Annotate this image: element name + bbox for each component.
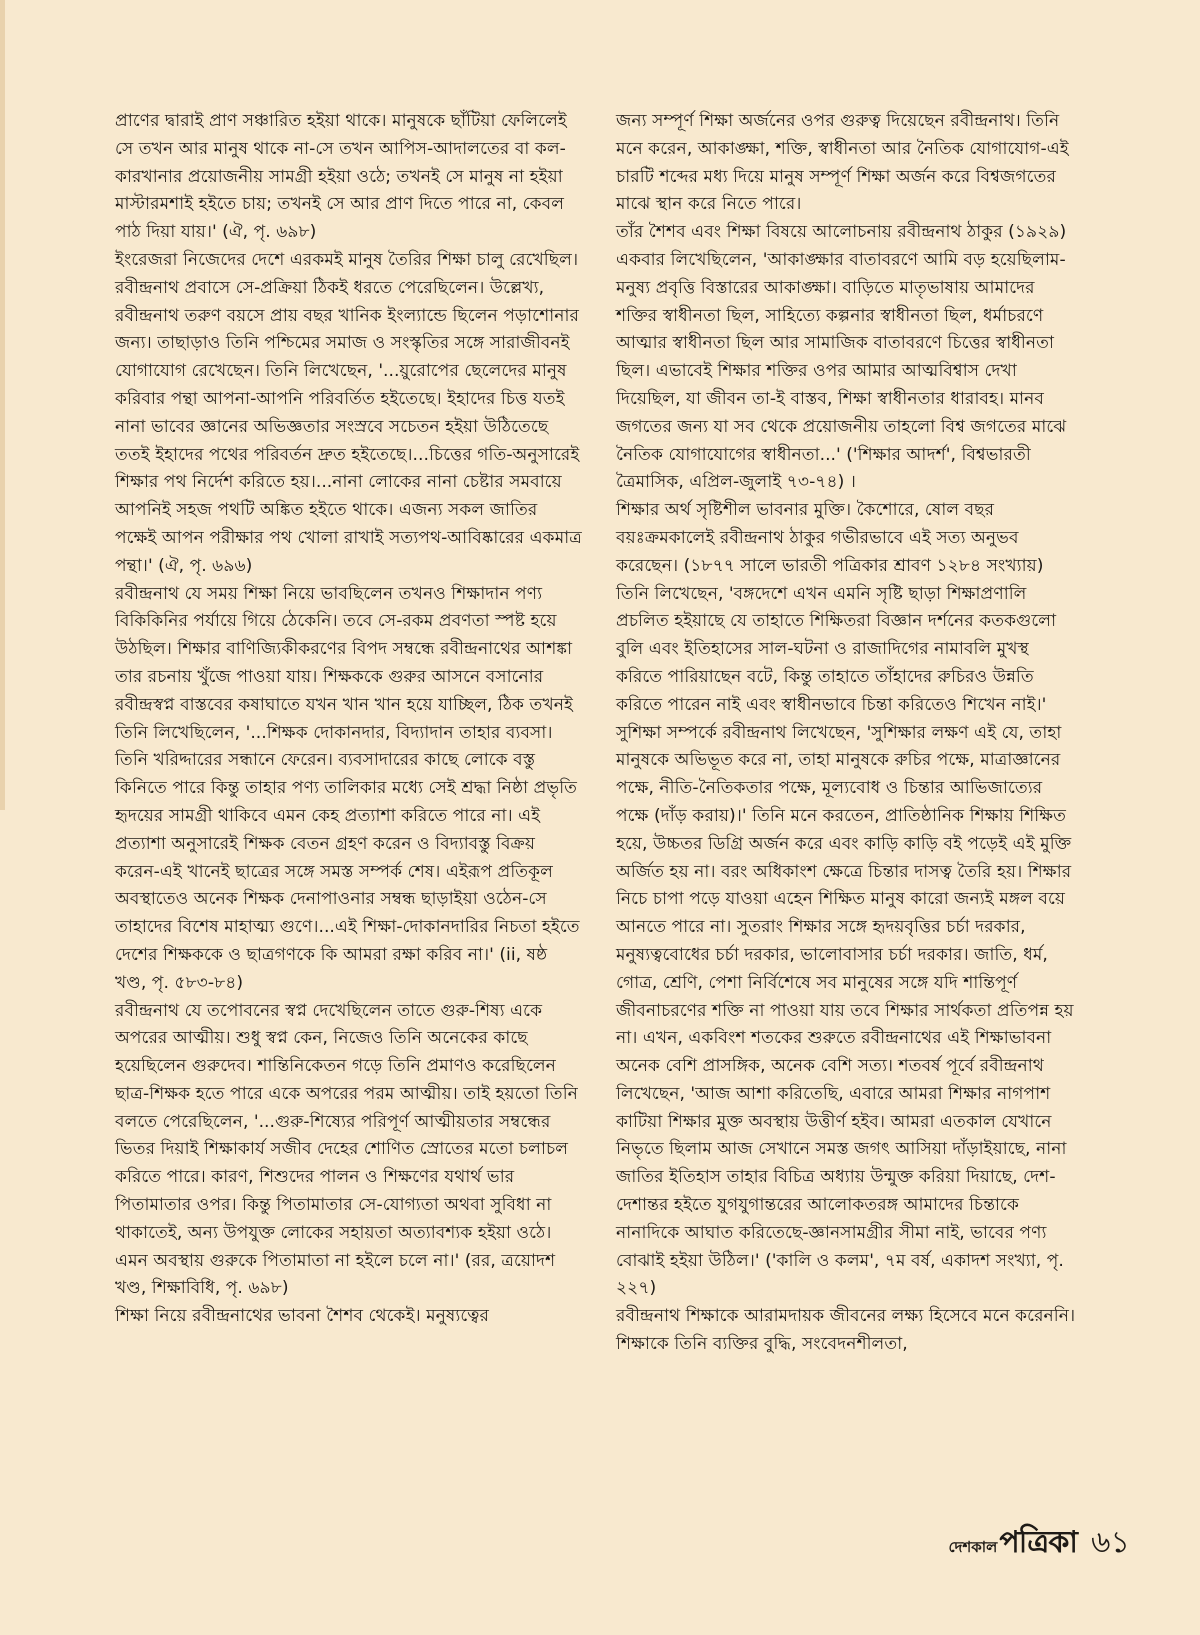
masthead-big-text: পত্রিকা	[999, 1524, 1078, 1560]
paragraph: রবীন্দ্রনাথ শিক্ষাকে আরামদায়ক জীবনের লক্ষ্য হিসেবে মনে করেননি। শিক্ষাকে তিনি ব্যক্তির বুদ্ধি, সংবেদনশীলতা,	[616, 1306, 1076, 1355]
paragraph: জন্য সম্পূর্ণ শিক্ষা অর্জনের ওপর গুরুত্ব দিয়েছেন রবীন্দ্রনাথ। তিনি মনে করেন, আকাঙ্ক্ষা, শক্তি, স্বাধীনতা আর নৈতিক যোগাযোগ-এই চারটি শব্দের মধ্য দিয়ে মানুষ সম্পূর্ণ শিক্ষা অর্জন করে বিশ্বজগতের মাঝে স্থান করে নিতে পারে।	[616, 111, 1069, 215]
paragraph: তাঁর শৈশব এবং শিক্ষা বিষয়ে আলোচনায় রবীন্দ্রনাথ ঠাকুর (১৯২৯) একবার লিখেছিলেন, 'আকাঙ্ক্ষার বাতাবরণে আমি বড় হয়েছিলাম- মনুষ্য প্রবৃত্তি বিস্তারের আকাঙ্ক্ষা। বাড়িতে মাতৃভাষায় আমাদের শক্তির স্বাধীনতা ছিল, সাহিত্যে কল্পনার স্বাধীনতা ছিল, ধর্মাচরণে আত্মার স্বাধীনতা ছিল আর সামাজিক বাতাবরণে চিত্তের স্বাধীনতা ছিল। এভাবেই শিক্ষার শক্তির ওপর আমার আত্মবিশ্বাস দেখা দিয়েছিল, যা জীবন তা-ই বাস্তব, শিক্ষা স্বাধীনতার ধারাবহ। মানব জগতের জন্য যা সব থেকে প্রয়োজনীয় তাহলো বিশ্ব জগতের মাঝে নৈতিক যোগাযোগের স্বাধীনতা...' ('শিক্ষার আদর্শ', বিশ্বভারতী ত্রৈমাসিক, এপ্রিল-জুলাই ৭৩-৭৪) ।	[616, 222, 1067, 493]
paragraph: শিক্ষা নিয়ে রবীন্দ্রনাথের ভাবনা শৈশব থেকেই। মনুষ্যত্বের	[115, 1306, 489, 1327]
masthead-logo	[948, 1518, 1077, 1569]
paragraph: রবীন্দ্রনাথ যে তপোবনের স্বপ্ন দেখেছিলেন তাতে গুরু-শিষ্য একে অপরের আত্মীয়। শুধু স্বপ্ন কেন, নিজেও তিনি অনেকের কাছে হয়েছিলেন গুরুদেব। শান্তিনিকেতন গড়ে তিনি প্রমাণও করেছিলেন ছাত্র-শিক্ষক হতে পারে একে অপরের পরম আত্মীয়। তাই হয়তো তিনি বলতে পেরেছিলেন, '...গুরু-শিষ্যের পরিপূর্ণ আত্মীয়তার সম্বন্ধের ভিতর দিয়াই শিক্ষাকার্য সজীব দেহের শোণিত স্রোতের মতো চলাচল করিতে পারে। কারণ, শিশুদের পালন ও শিক্ষণের যথার্থ ভার পিতামাতার ওপর। কিন্তু পিতামাতার সে-যোগ্যতা অথবা সুবিধা না থাকাতেই, অন্য উপযুক্ত লোকের সহায়তা অত্যাবশ্যক হইয়া ওঠে। এমন অবস্থায় গুরুকে পিতামাতা না হইলে চলে না।' (রর, ত্রয়োদশ খণ্ড, শিক্ষাবিধি, পৃ. ৬৯৮)	[115, 1000, 578, 1299]
paragraph: রবীন্দ্রনাথ যে সময় শিক্ষা নিয়ে ভাবছিলেন তখনও শিক্ষাদান পণ্য বিকিকিনির পর্যায়ে গিয়ে ঠেকেনি। তবে সে-রকম প্রবণতা স্পষ্ট হয়ে উঠছিল। শিক্ষার বাণিজ্যিকীকরণের বিপদ সম্বন্ধে রবীন্দ্রনাথের আশঙ্কা তার রচনায় খুঁজে পাওয়া যায়। শিক্ষককে গুরুর আসনে বসানোর রবীন্দ্রস্বপ্ন বাস্তবের কষাঘাতে যখন খান খান হয়ে যাচ্ছিল, ঠিক তখনই তিনি লিখেছিলেন, '...শিক্ষক দোকানদার, বিদ্যাদান তাহার ব্যবসা। তিনি খরিদ্দারের সন্ধানে ফেরেন। ব্যবসাদারের কাছে লোকে বস্তু কিনিতে পারে কিন্তু তাহার পণ্য তালিকার মধ্যে সেই শ্রদ্ধা নিষ্ঠা প্রভৃতি হৃদয়ের সামগ্রী থাকিবে এমন কেহ প্রত্যাশা করিতে পারে না। এই প্রত্যাশা অনুসারেই শিক্ষক বেতন গ্রহণ করেন ও বিদ্যাবস্তু বিক্রয় করেন-এই খানেই ছাত্রের সঙ্গে সমস্ত সম্পর্ক শেষ। এইরূপ প্রতিকূল অবস্থাতেও অনেক শিক্ষক দেনাপাওনার সম্বন্ধ ছাড়াইয়া ওঠেন-সে তাহাদের বিশেষ মাহাত্ম্য গুণে।...এই শিক্ষা-দোকানদারির নিচতা হইতে দেশের শিক্ষককে ও ছাত্রগণকে কি আমরা রক্ষা করিব না।' (ii, ষষ্ঠ খণ্ড, পৃ. ৫৮৩-৮৪)	[115, 583, 580, 993]
right-column	[616, 108, 1078, 1359]
paragraph: শিক্ষার অর্থ সৃষ্টিশীল ভাবনার মুক্তি। কৈশোরে, ষোল বছর বয়ঃক্রমকালেই রবীন্দ্রনাথ ঠাকুর গভীরভাবে এই সত্য অনুভব করেছেন। (১৮৭৭ সালে ভারতী পত্রিকার শ্রাবণ ১২৮৪ সংখ্যায়) তিনি লিখেছেন, 'বঙ্গদেশে এখন এমনি সৃষ্টি ছাড়া শিক্ষাপ্রণালি প্রচলিত হইয়াছে যে তাহাতে শিক্ষিতরা বিজ্ঞান দর্শনের কতকগুলো বুলি এবং ইতিহাসের সাল-ঘটনা ও রাজাদিগের নামাবলি মুখস্থ করিতে পারিয়াছেন বটে, কিন্তু তাহাতে তাঁহাদের রুচিরও উন্নতি করিতে পারেন নাই এবং স্বাধীনভাবে চিন্তা করিতেও শিখেন নাই।'	[616, 500, 1057, 715]
page-edge-strip	[0, 0, 5, 810]
paragraph: প্রাণের দ্বারাই প্রাণ সঞ্চারিত হইয়া থাকে। মানুষকে ছাঁটিয়া ফেলিলেই সে তখন আর মানুষ থাকে না-সে তখন আপিস-আদালতের বা কল-কারখানার প্রয়োজনীয় সামগ্রী হইয়া ওঠে; তখনই সে মানুষ না হইয়া মাস্টারমশাই হইতে চায়; তখনই সে আর প্রাণ দিতে পারে না, কেবল পাঠ দিয়া যায়।' (ঐ, পৃ. ৬৯৮)	[115, 111, 567, 243]
page-footer	[850, 1518, 1130, 1568]
paragraph: ইংরেজরা নিজেদের দেশে এরকমই মানুষ তৈরির শিক্ষা চালু রেখেছিল। রবীন্দ্রনাথ প্রবাসে সে-প্রক্রিয়া ঠিকই ধরতে পেরেছিলেন। উল্লেখ্য, রবীন্দ্রনাথ তরুণ বয়সে প্রায় বছর খানিক ইংল্যান্ডে ছিলেন পড়াশোনার জন্য। তাছাড়াও তিনি পশ্চিমের সমাজ ও সংস্কৃতির সঙ্গে সারাজীবনই যোগাযোগ রেখেছেন। তিনি লিখেছেন, '...য়ুরোপের ছেলেদের মানুষ করিবার পন্থা আপনা-আপনি পরিবর্তিত হইতেছে। ইহাদের চিত্ত যতই নানা ভাবের জ্ঞানের অভিজ্ঞতার সংস্রবে সচেতন হইয়া উঠিতেছে ততই ইহাদের পথের পরিবর্তন দ্রুত হইতেছে।...চিত্তের গতি-অনুসারেই শিক্ষার পথ নির্দেশ করিতে হয়।...নানা লোকের নানা চেষ্টার সমবায়ে আপনিই সহজ পথটি অঙ্কিত হইতে থাকে। এজন্য সকল জাতির পক্ষেই আপন পরীক্ষার পথ খোলা রাখাই সত্যপথ-আবিষ্কারের একমাত্র পন্থা।' (ঐ, পৃ. ৬৯৬)	[115, 249, 582, 576]
paragraph: সুশিক্ষা সম্পর্কে রবীন্দ্রনাথ লিখেছেন, 'সুশিক্ষার লক্ষণ এই যে, তাহা মানুষকে অভিভূত করে না, তাহা মানুষকে রুচির পক্ষে, মাত্রাজ্ঞানের পক্ষে, নীতি-নৈতিকতার পক্ষে, মূল্যবোধ ও চিন্তার আভিজাত্যের পক্ষে (দাঁড় করায়)।' তিনি মনে করতেন, প্রাতিষ্ঠানিক শিক্ষায় শিক্ষিত হয়ে, উচ্চতর ডিগ্রি অর্জন করে এবং কাড়ি কাড়ি বই পড়েই এই মুক্তি অর্জিত হয় না। বরং অধিকাংশ ক্ষেত্রে চিন্তার দাসত্ব তৈরি হয়। শিক্ষার নিচে চাপা পড়ে যাওয়া এহেন শিক্ষিত মানুষ কারো জন্যই মঙ্গল বয়ে আনতে পারে না। সুতরাং শিক্ষার সঙ্গে হৃদয়বৃত্তির চর্চা দরকার, মনুষ্যত্ববোধের চর্চা দরকার, ভালোবাসার চর্চা দরকার। জাতি, ধর্ম, গোত্র, শ্রেণি, পেশা নির্বিশেষে সব মানুষের সঙ্গে যদি শান্তিপূর্ণ জীবনাচরণের শক্তি না পাওয়া যায় তবে শিক্ষার সার্থকতা প্রতিপন্ন হয় না। এখন, একবিংশ শতকের শুরুতে রবীন্দ্রনাথের এই শিক্ষাভাবনা অনেক বেশি প্রাসঙ্গিক, অনেক বেশি সত্য। শতবর্ষ পূর্বে রবীন্দ্রনাথ লিখেছেন, 'আজ আশা করিতেছি, এবারে আমরা শিক্ষার নাগপাশ কাটিয়া শিক্ষার মুক্ত অবস্থায় উত্তীর্ণ হইব। আমরা এতকাল যেখানে নিভৃতে ছিলাম আজ সেখানে সমস্ত জগৎ আসিয়া দাঁড়াইয়াছে, নানা জাতির ইতিহাস তাহার বিচিত্র অধ্যায় উন্মুক্ত করিয়া দিয়াছে, দেশ-দেশান্তর হইতে যুগযুগান্তরের আলোকতরঙ্গ আমাদের চিন্তাকে নানাদিকে আঘাত করিতেছে-জ্ঞানসামগ্রীর সীমা নাই, ভাবের পণ্য বোঝাই হইয়া উঠিল।' ('কালি ও কলম', ৭ম বর্ষ, একাদশ সংখ্যা, পৃ. ২২৭)	[616, 722, 1074, 1299]
page-number: ৬১	[1091, 1524, 1130, 1560]
masthead-small-text: দেশকাল	[948, 1537, 998, 1556]
left-column	[115, 108, 583, 1331]
